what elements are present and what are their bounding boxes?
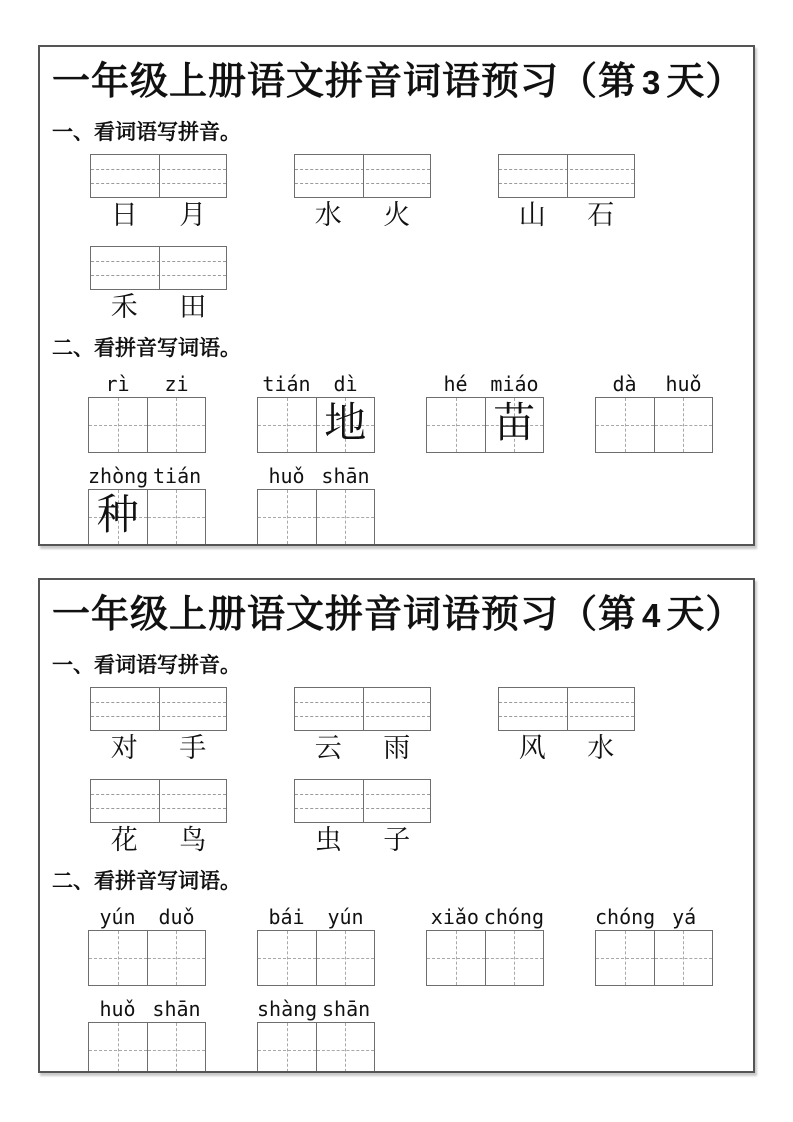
tian-zi-ge-cell[interactable] [427,398,485,452]
tian-zi-ge-cell[interactable] [147,1023,206,1073]
character-writing-grid [257,397,375,453]
hanzi: 手 [179,733,207,763]
tian-zi-ge-cell[interactable] [258,931,316,985]
pinyin-syllable: dà [612,371,637,396]
pinyin-writing-grid[interactable] [294,154,431,198]
pinyin-syllable: huǒ [665,371,702,396]
pinyin-to-word-item [257,995,375,1073]
tian-zi-ge-cell[interactable] [89,931,147,985]
grid-divider [159,780,160,822]
pinyin-grid-row [90,687,741,763]
pinyin-syllable: tián [153,463,202,488]
tian-zi-ge-cell[interactable] [147,931,206,985]
hanzi: 子 [383,825,411,855]
pinyin-syllable: shān [322,996,371,1021]
pinyin-writing-grid[interactable] [498,687,635,731]
hanzi: 风 [518,733,546,763]
hanzi: 虫 [314,825,342,855]
pinyin-to-word-item [88,995,206,1073]
pinyin-writing-grid[interactable] [90,779,227,823]
pinyin-syllable: zi [164,371,189,396]
day-number: 3 [642,64,662,101]
prefilled-character: 地 [324,401,367,448]
word-write-row [88,462,741,545]
word-to-pinyin-item [90,779,227,855]
pinyin-label [257,462,375,489]
hanzi: 对 [110,733,138,763]
tian-zi-ge-cell[interactable] [316,931,375,985]
pinyin-syllable: shān [321,463,370,488]
tian-zi-ge-cell[interactable] [316,490,375,544]
hanzi: 禾 [110,292,138,322]
pinyin-grid-row [90,246,741,322]
section2-heading: 二、看拼音写词语。 [52,336,241,360]
title-suffix: 天） [666,61,745,103]
pinyin-syllable: miáo [490,371,539,396]
pinyin-syllable: tián [262,371,311,396]
grid-divider [363,688,364,730]
pinyin-syllable: shàng [257,996,318,1021]
pinyin-writing-grid[interactable] [294,687,431,731]
title-suffix: 天） [666,594,745,636]
character-writing-grid [88,397,206,453]
word-characters [294,731,431,763]
word-to-pinyin-item [90,687,227,763]
pinyin-label [595,903,713,930]
section1-heading: 一、看词语写拼音。 [52,120,241,144]
tian-zi-ge-cell[interactable] [258,1023,316,1073]
word-to-pinyin-item [294,779,431,855]
pinyin-writing-grid[interactable] [90,154,227,198]
hanzi: 水 [314,200,342,230]
word-write-row [88,995,741,1073]
character-writing-grid [426,397,544,453]
pinyin-syllable: hé [443,371,468,396]
word-to-pinyin-item [294,687,431,763]
hanzi: 火 [383,200,411,230]
pinyin-label [595,370,713,397]
pinyin-syllable: shān [152,996,201,1021]
pinyin-writing-grid[interactable] [294,779,431,823]
pinyin-label [426,370,544,397]
hanzi: 山 [518,200,546,230]
pinyin-to-word-item [595,903,713,986]
grid-divider [567,688,568,730]
tian-zi-ge-cell[interactable] [258,398,316,452]
tian-zi-ge-cell[interactable] [654,931,713,985]
character-writing-grid [88,1022,206,1073]
hanzi: 雨 [383,733,411,763]
pinyin-to-word-item [88,370,206,453]
pinyin-to-word-item [88,462,206,545]
pinyin-to-word-item [426,370,544,453]
word-characters [90,823,227,855]
pinyin-syllable: yá [672,904,697,929]
tian-zi-ge-cell[interactable] [89,398,147,452]
worksheet-title [52,590,745,641]
day-number: 4 [642,597,662,634]
tian-zi-ge-cell[interactable] [596,931,654,985]
hanzi: 石 [587,200,615,230]
tian-zi-ge-cell[interactable] [316,398,375,452]
character-writing-grid [257,489,375,545]
word-characters [294,823,431,855]
pinyin-grid-row [90,154,741,230]
hanzi: 田 [179,292,207,322]
pinyin-to-word-item [257,370,375,453]
tian-zi-ge-cell[interactable] [485,931,544,985]
word-to-pinyin-item [498,154,635,230]
grid-divider [159,155,160,197]
pinyin-label [257,995,375,1022]
pinyin-label [88,995,206,1022]
pinyin-writing-grid[interactable] [90,687,227,731]
word-to-pinyin-item [498,687,635,763]
word-to-pinyin-item [90,154,227,230]
character-writing-grid [426,930,544,986]
pinyin-writing-grid[interactable] [498,154,635,198]
grid-divider [159,688,160,730]
character-writing-grid [88,930,206,986]
pinyin-label [257,370,375,397]
word-write-row [88,903,741,986]
character-writing-grid [88,489,206,545]
hanzi: 鸟 [179,825,207,855]
tian-zi-ge-cell[interactable] [147,398,206,452]
pinyin-syllable: duǒ [158,904,195,929]
word-to-pinyin-item [90,246,227,322]
word-write-row [88,370,741,453]
pinyin-label [88,462,206,489]
pinyin-syllable: xiǎo [430,904,479,929]
word-characters [294,198,431,230]
word-characters [90,198,227,230]
pinyin-grid-row [90,779,741,855]
tian-zi-ge-cell[interactable] [596,398,654,452]
word-to-pinyin-item [294,154,431,230]
worksheet-day4 [38,578,755,1073]
pinyin-syllable: huǒ [268,463,305,488]
character-writing-grid [595,397,713,453]
hanzi: 月 [179,200,207,230]
tian-zi-ge-cell[interactable] [427,931,485,985]
pinyin-syllable: yún [327,904,364,929]
pinyin-syllable: rì [105,371,130,396]
pinyin-label [426,903,544,930]
prefilled-character: 苗 [493,401,536,448]
word-characters [90,290,227,322]
word-characters [498,731,635,763]
grid-divider [159,247,160,289]
pinyin-syllable: dì [333,371,358,396]
tian-zi-ge-cell[interactable] [258,490,316,544]
worksheet-day3 [38,45,755,546]
tian-zi-ge-cell[interactable] [89,490,147,544]
section2-heading: 二、看拼音写词语。 [52,869,241,893]
pinyin-label [88,370,206,397]
pinyin-syllable: yún [99,904,136,929]
pinyin-to-word-item [595,370,713,453]
hanzi: 水 [587,733,615,763]
pinyin-syllable: zhòng [88,463,149,488]
grid-divider [567,155,568,197]
pinyin-to-word-item [88,903,206,986]
tian-zi-ge-cell[interactable] [485,398,544,452]
pinyin-syllable: chóng [483,904,544,929]
pinyin-to-word-item [426,903,544,986]
pinyin-label [257,903,375,930]
pinyin-to-word-item [257,462,375,545]
word-characters [498,198,635,230]
pinyin-syllable: huǒ [99,996,136,1021]
character-writing-grid [595,930,713,986]
section1-heading: 一、看词语写拼音。 [52,653,241,677]
tian-zi-ge-cell[interactable] [147,490,206,544]
worksheet-title [52,57,745,108]
pinyin-writing-grid[interactable] [90,246,227,290]
character-writing-grid [257,930,375,986]
tian-zi-ge-cell[interactable] [316,1023,375,1073]
pinyin-label [88,903,206,930]
hanzi: 花 [110,825,138,855]
word-characters [90,731,227,763]
pinyin-syllable: chóng [595,904,656,929]
tian-zi-ge-cell[interactable] [89,1023,147,1073]
title-prefix: 一年级上册语文拼音词语预习（第 [52,594,638,636]
grid-divider [363,155,364,197]
pinyin-syllable: bái [268,904,305,929]
title-prefix: 一年级上册语文拼音词语预习（第 [52,61,638,103]
hanzi: 日 [110,200,138,230]
hanzi: 云 [314,733,342,763]
character-writing-grid [257,1022,375,1073]
grid-divider [363,780,364,822]
prefilled-character: 种 [96,493,139,540]
tian-zi-ge-cell[interactable] [654,398,713,452]
pinyin-to-word-item [257,903,375,986]
